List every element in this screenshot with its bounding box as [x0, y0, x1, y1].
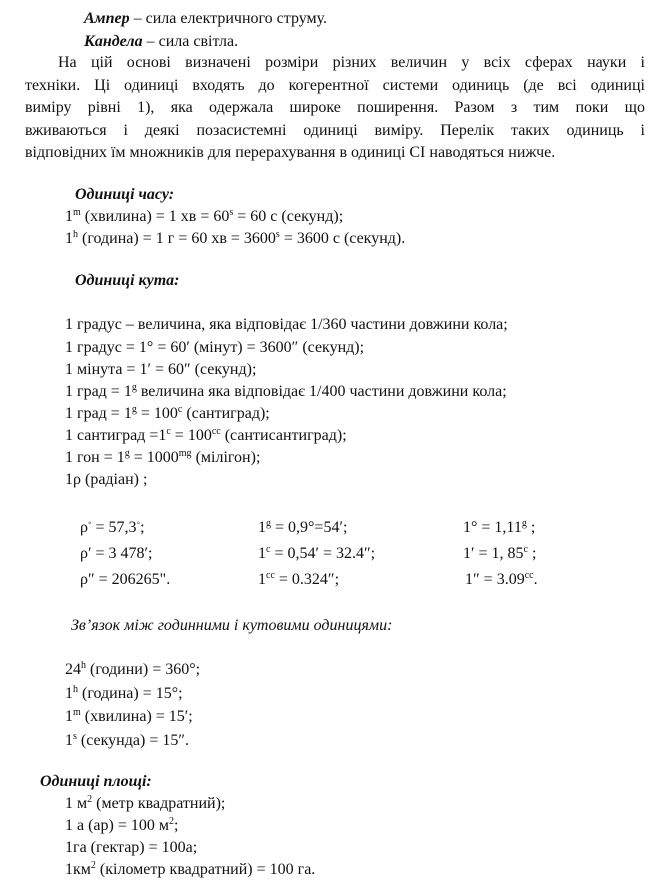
area-line	[65, 816, 178, 836]
superscript: 2	[90, 860, 96, 871]
angle-line: 1ρ (радіан) ;	[65, 471, 148, 488]
angle-table-cell	[258, 570, 339, 590]
text-fragment: величина яка відповідає 1/400 частини довжини кола;	[136, 383, 507, 400]
superscript: m	[73, 207, 81, 218]
superscript: h	[73, 684, 78, 695]
angle-table-cell	[463, 518, 535, 538]
text-fragment: 24	[65, 661, 81, 678]
text-fragment: (метр квадратний);	[92, 795, 226, 812]
text-fragment: 1	[65, 732, 73, 749]
text-fragment: 1	[65, 708, 73, 725]
angle-table-cell	[80, 570, 170, 590]
paragraph-line: відповідних їм множників для перерахування в одиниці СІ наводяться нижче.	[25, 144, 556, 161]
superscript: g	[266, 518, 271, 529]
area-line: 1га (гектар) = 100а;	[65, 839, 198, 856]
area-line	[65, 794, 225, 814]
superscript: mg	[178, 448, 192, 459]
superscript: g	[131, 382, 137, 393]
superscript: m	[73, 707, 81, 718]
text-fragment: = 0,54′ = 32.4″;	[270, 545, 376, 562]
text-fragment: = 1000	[129, 449, 179, 466]
text-fragment: .	[533, 571, 538, 588]
angle-line: 1 градус – величина, яка відповідає 1/360 частини довжини кола;	[65, 316, 508, 333]
text-fragment: = 100	[136, 405, 178, 422]
heading-relation: Зв’язок між годинними і кутовими одиницями:	[71, 617, 393, 634]
angle-line: 1 градус = 1° = 60′ (мінут) = 3600″ (секунд);	[65, 339, 365, 356]
relation-line	[65, 731, 189, 751]
paragraph-line: виміру рівні 1), яка одержала широке поширення. Разом з тим поки що	[25, 99, 645, 116]
text-fragment: 1 сантиград =1	[65, 427, 167, 444]
text-fragment: (година) = 1 г = 60 хв = 3600	[78, 230, 276, 247]
text-fragment: 1	[258, 519, 266, 536]
heading-time-units: Одиниці часу:	[75, 186, 175, 203]
text-fragment: (хвилина) = 15′;	[80, 708, 193, 725]
text-fragment: 1	[65, 230, 73, 247]
superscript: g	[131, 404, 137, 415]
superscript: cc	[211, 426, 221, 437]
text-fragment: (хвилина) = 1 хв = 60	[80, 208, 230, 225]
superscript: c	[523, 544, 528, 555]
angle-table-cell	[80, 518, 145, 538]
text-fragment: 1	[65, 685, 73, 702]
superscript: s	[73, 731, 77, 742]
superscript: c	[177, 404, 183, 415]
text-fragment: 1 м	[65, 795, 88, 812]
text-fragment: 1	[258, 545, 266, 562]
text-fragment: ρ′ = 3 478′;	[80, 545, 153, 562]
text-fragment: (сантиград);	[182, 405, 270, 422]
text-fragment: = 60 с (секунд);	[233, 208, 344, 225]
def-amper: – сила електричного струму.	[129, 10, 328, 27]
superscript: c	[266, 544, 271, 555]
heading-area-units: Одиниці площі:	[40, 773, 152, 790]
text-fragment: ;	[140, 519, 145, 536]
angle-table-cell	[258, 518, 347, 538]
superscript: h	[73, 229, 78, 240]
paragraph-line: На цій основі визначені розміри різних величин у всіх сферах науки і	[58, 54, 645, 71]
text-fragment: = 0.324″;	[274, 571, 340, 588]
angle-line: 1 мінута = 1′ = 60″ (секунд);	[65, 361, 257, 378]
angle-line	[65, 382, 507, 402]
angle-table-cell	[463, 544, 536, 564]
text-fragment: = 0,9°=54′;	[271, 519, 348, 536]
superscript: g	[521, 518, 527, 529]
superscript: c	[166, 426, 171, 437]
superscript: cc	[266, 570, 275, 581]
angle-table-cell	[80, 544, 152, 564]
relation-line	[65, 660, 200, 680]
angle-line	[65, 404, 270, 424]
text-fragment: 1′ = 1, 85	[463, 545, 524, 562]
superscript: s	[229, 207, 234, 218]
text-fragment: (кілометр квадратний) = 100 га.	[95, 861, 316, 878]
text-fragment: 1 гон = 1	[65, 449, 125, 466]
text-fragment: ;	[526, 519, 536, 536]
text-fragment: ρ″ = 206265".	[80, 571, 171, 588]
def-kandela: – сила світла.	[142, 33, 239, 50]
text-fragment: 1″ = 3.09	[465, 571, 525, 588]
text-fragment: 1км	[65, 861, 91, 878]
relation-line	[65, 684, 183, 704]
superscript: 2	[87, 794, 93, 805]
superscript: ◦	[136, 518, 141, 529]
text-fragment: = 3600 с (секунд).	[279, 230, 406, 247]
term-amper: Ампер	[84, 10, 130, 27]
definition-amper	[84, 9, 327, 29]
text-fragment: 1 град = 1	[65, 383, 132, 400]
superscript: h	[81, 660, 86, 671]
heading-angle-units: Одиниці кута:	[75, 272, 180, 289]
text-fragment: = 100	[170, 427, 212, 444]
angle-line	[65, 426, 347, 446]
superscript: s	[275, 229, 280, 240]
text-fragment: ;	[174, 817, 179, 834]
area-line	[65, 860, 315, 880]
text-fragment: (година) = 15°;	[78, 685, 183, 702]
text-fragment: (години) = 360°;	[86, 661, 201, 678]
superscript: 2	[169, 816, 175, 827]
angle-table-cell	[258, 544, 375, 564]
text-fragment: = 57,3	[91, 519, 137, 536]
text-fragment: 1 а (ар) = 100 м	[65, 817, 170, 834]
time-minute-line	[65, 207, 343, 227]
text-fragment: (мілігон);	[191, 449, 261, 466]
relation-line	[65, 707, 193, 727]
text-fragment: (секунда) = 15″.	[76, 732, 189, 749]
superscript: cc	[524, 570, 534, 581]
angle-line	[65, 448, 260, 468]
text-fragment: 1	[65, 208, 73, 225]
definition-kandela	[84, 32, 238, 52]
text-fragment: 1	[258, 571, 266, 588]
term-kandela: Кандела	[84, 33, 143, 50]
superscript: ◦	[87, 518, 92, 529]
time-hour-line	[65, 229, 405, 249]
text-fragment: (сантисантиград);	[220, 427, 347, 444]
text-fragment: ;	[527, 545, 537, 562]
superscript: g	[124, 448, 130, 459]
text-fragment: ρ	[80, 519, 88, 536]
paragraph-line: техніки. Ці одиниці входять до когерентної системи одиниць (де всі одиниці	[25, 77, 645, 94]
text-fragment: 1° = 1,11	[463, 519, 522, 536]
angle-table-cell	[465, 570, 538, 590]
paragraph-line: вживаються і деякі позасистемні одиниці виміру. Перелік таких одиниць і	[25, 122, 645, 139]
text-fragment: 1 град = 1	[65, 405, 132, 422]
